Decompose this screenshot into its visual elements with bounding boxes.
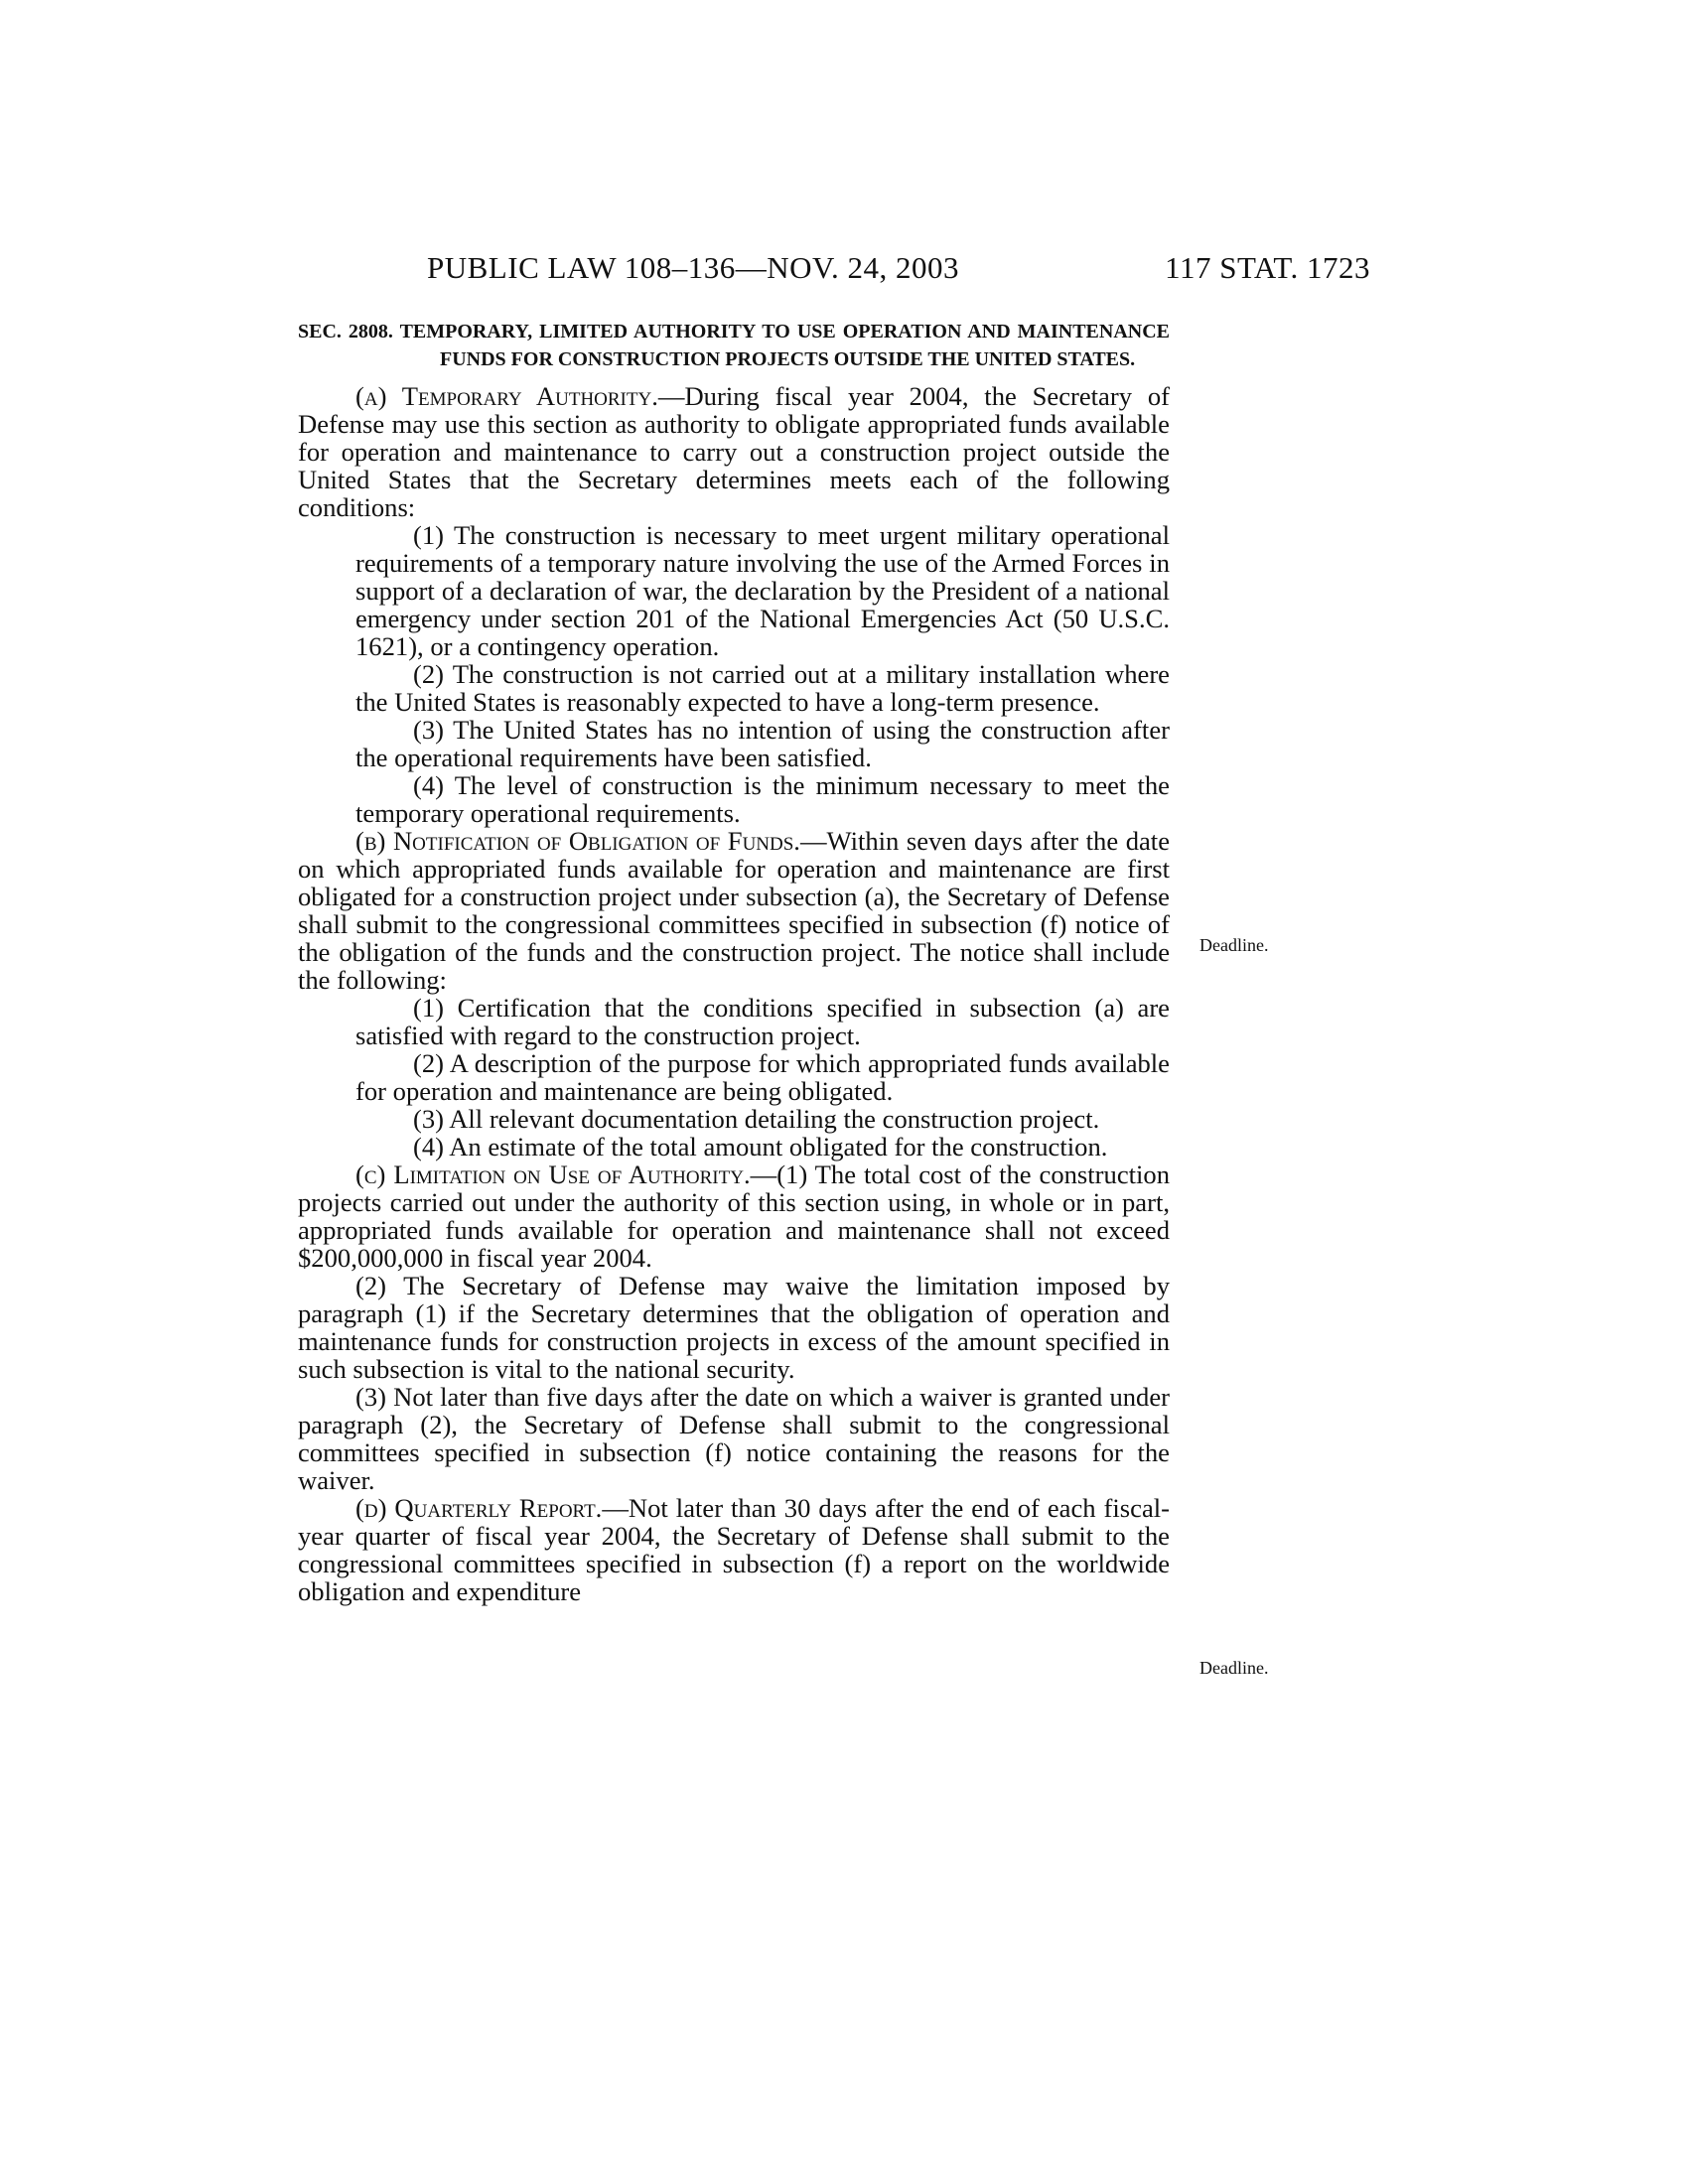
subsection-a-item: (3) The United States has no intention of using the construction after the operational requirements have been satisfied. bbox=[355, 715, 1170, 772]
subsection-b-heading: (b) Notification of Obligation of Funds. bbox=[355, 826, 800, 856]
section-title: SEC. 2808. TEMPORARY, LIMITED AUTHORITY TO USE OPERATION AND MAINTENANCE FUNDS FOR CONSTRUCTION PROJECTS OUTSIDE THE UNITED STATES. bbox=[298, 321, 1170, 370]
subsection-a-text: —During fiscal year 2004, the Secretary of Defense may use this section as authority to obligate appropriated funds available for operation and maintenance to carry out a construction project outside the United States that the Secretary determines meets each of the following conditions: bbox=[298, 381, 1170, 522]
subsection-d-heading: (d) Quarterly Report. bbox=[355, 1493, 603, 1523]
subsection-b-item: (4) An estimate of the total amount obligated for the construction. bbox=[413, 1132, 1108, 1161]
subsection-b-item: (3) All relevant documentation detailing the construction project. bbox=[413, 1104, 1100, 1134]
margin-note-deadline: Deadline. bbox=[1199, 1658, 1269, 1678]
subsection-d bbox=[298, 1494, 1170, 1605]
subsection-d-text: —Not later than 30 days after the end of each fiscal-year quarter of fiscal year 2004, the Secretary of Defense shall submit to the congressional committees specified in subsection (f) a report on the worldwide obligation and expenditure bbox=[298, 1493, 1170, 1606]
subsection-a-item: (4) The level of construction is the minimum necessary to meet the temporary operational requirements. bbox=[355, 770, 1170, 828]
subsection-b-item: (1) Certification that the conditions specified in subsection (a) are satisfied with regard to the construction project. bbox=[355, 993, 1170, 1050]
subsection-a-heading: (a) Temporary Authority. bbox=[355, 381, 658, 411]
text-column bbox=[298, 318, 1170, 1605]
header-stat-page: 117 STAT. 1723 bbox=[1165, 250, 1370, 285]
subsection-c-text: —(1) The total cost of the construction projects carried out under the authority of this section using, in whole or in part, appropriated funds available for operation and maintenance shall not exceed $200,000,000 in fiscal year 2004. bbox=[298, 1160, 1170, 1273]
subsection-b bbox=[298, 827, 1170, 994]
running-header bbox=[298, 246, 1370, 290]
subsection-b-text: —Within seven days after the date on which appropriated funds available for operation and maintenance are first obligated for a construction project under subsection (a), the Secretary of Defense shall submit to the congressional committees specified in subsection (f) notice of the obligation of the funds and the construction project. The notice shall include the following: bbox=[298, 826, 1171, 995]
subsection-c-paragraph: (2) The Secretary of Defense may waive the limitation imposed by paragraph (1) if the Secretary determines that the obligation of operation and maintenance funds for construction projects in excess of the amount specified in such subsection is vital to the national security. bbox=[298, 1271, 1170, 1384]
subsection-a-item: (1) The construction is necessary to meet urgent military operational requirements of a temporary nature involving the use of the Armed Forces in support of a declaration of war, the declaration by the President of a national emergency under section 201 of the National Emergencies Act (50 U.S.C. 1621), or a contingency operation. bbox=[355, 520, 1170, 661]
subsection-a-item: (2) The construction is not carried out at a military installation where the United States is reasonably expected to have a long-term presence. bbox=[355, 659, 1170, 717]
subsection-c-heading: (c) Limitation on Use of Authority. bbox=[355, 1160, 751, 1189]
subsection-c-paragraph: (3) Not later than five days after the date on which a waiver is granted under paragraph (2), the Secretary of Defense shall submit to the congressional committees specified in subsection (f) notice containing the reasons for the waiver. bbox=[298, 1382, 1170, 1495]
subsection-c bbox=[298, 1160, 1170, 1272]
margin-note-deadline: Deadline. bbox=[1199, 935, 1269, 955]
subsection-a bbox=[298, 382, 1170, 521]
subsection-b-item: (2) A description of the purpose for which appropriated funds available for operation and maintenance are being obligated. bbox=[355, 1048, 1170, 1106]
header-public-law: PUBLIC LAW 108–136—NOV. 24, 2003 bbox=[427, 250, 959, 285]
